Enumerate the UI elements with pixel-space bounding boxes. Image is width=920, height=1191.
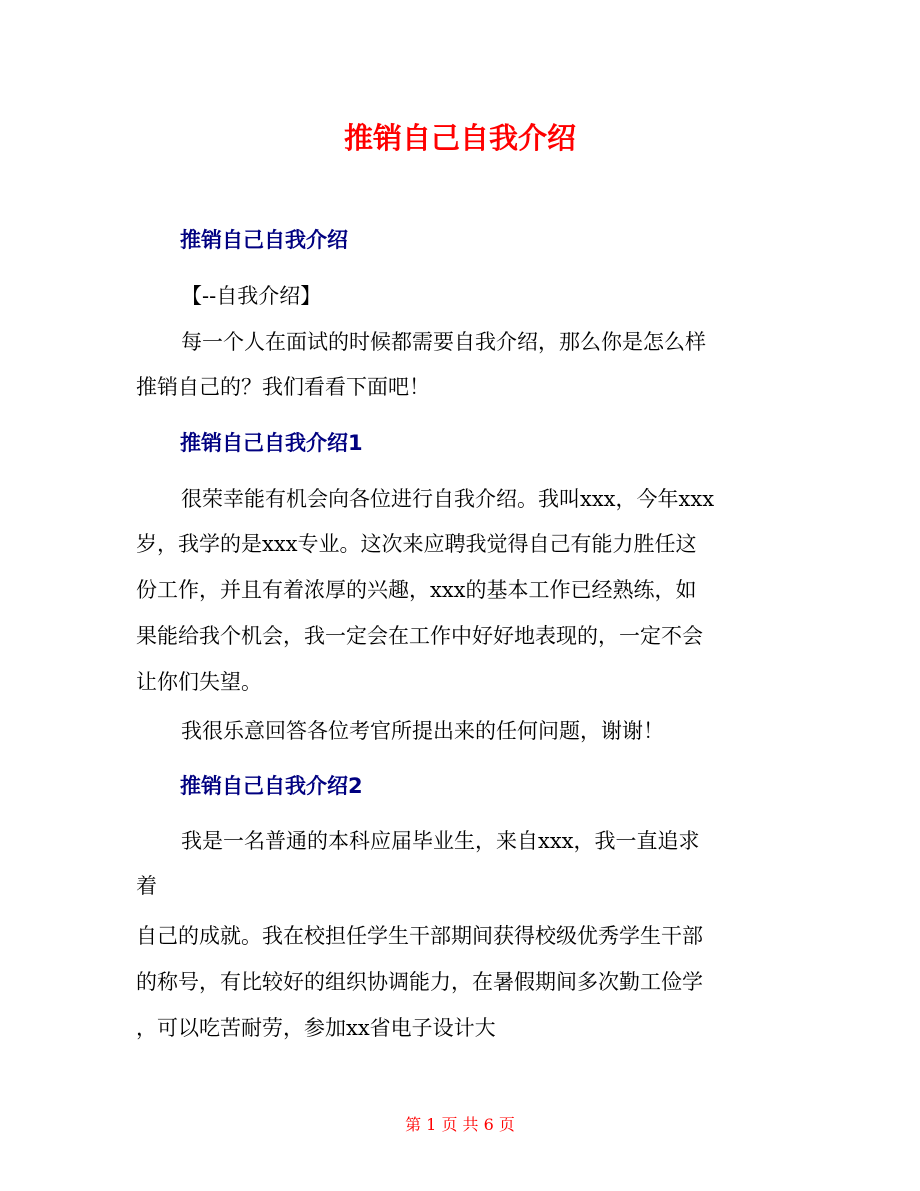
paragraph-line: 果能给我个机会，我一定会在工作中好好地表现的，一定不会	[136, 624, 703, 648]
document-title: 推销自己自我介绍	[343, 121, 576, 155]
paragraph-line: 让你们失望。	[136, 670, 262, 694]
paragraph-line: 每一个人在面试的时候都需要自我介绍，那么你是怎么样	[181, 330, 706, 354]
page-number-footer: 第 1 页 共 6 页	[405, 1115, 515, 1134]
section-heading-intro: 推销自己自我介绍	[180, 228, 348, 252]
paragraph-line: 【--自我介绍】	[181, 284, 322, 308]
paragraph-line: 的称号，有比较好的组织协调能力，在暑假期间多次勤工俭学	[136, 970, 703, 994]
section-heading-1: 推销自己自我介绍1	[180, 431, 363, 455]
paragraph-line: 份工作，并且有着浓厚的兴趣，xxx的基本工作已经熟练，如	[136, 578, 697, 602]
paragraph-line: ，可以吃苦耐劳，参加xx省电子设计大	[136, 1016, 496, 1040]
paragraph-line: 着	[136, 874, 157, 898]
paragraph-line: 我是一名普通的本科应届毕业生，来自xxx，我一直追求	[181, 829, 700, 853]
paragraph-line: 自己的成就。我在校担任学生干部期间获得校级优秀学生干部	[136, 924, 703, 948]
paragraph-line: 推销自己的？我们看看下面吧！	[136, 375, 430, 399]
paragraph-line: 我很乐意回答各位考官所提出来的任何问题，谢谢！	[181, 719, 664, 743]
paragraph-line: 很荣幸能有机会向各位进行自我介绍。我叫xxx，今年xxx	[181, 487, 715, 511]
section-heading-2: 推销自己自我介绍2	[180, 774, 363, 798]
paragraph-line: 岁，我学的是xxx专业。这次来应聘我觉得自己有能力胜任这	[136, 532, 697, 556]
